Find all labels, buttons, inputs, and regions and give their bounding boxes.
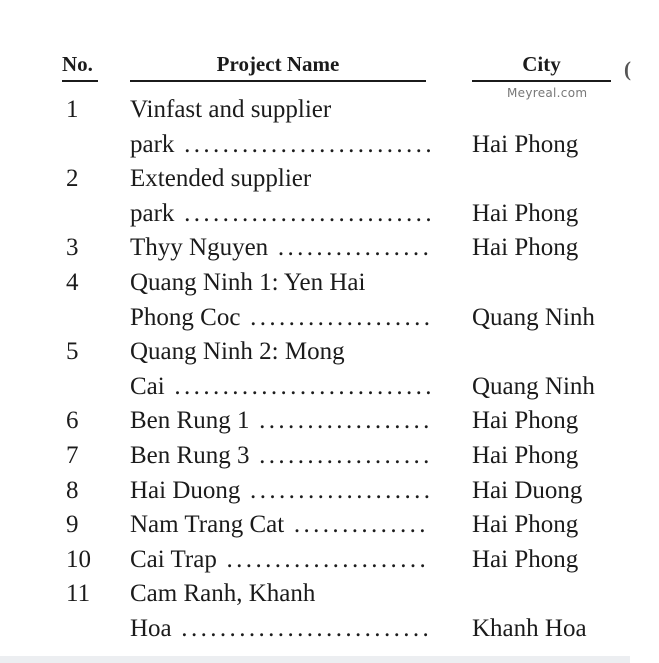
project-name: park .......................... <box>130 199 435 227</box>
city-cell: Khanh Hoa <box>472 614 587 642</box>
dot-leader: ..................... <box>216 545 430 573</box>
dot-leader: .................. <box>249 407 433 435</box>
table-row-line <box>0 162 659 197</box>
row-number: 9 <box>66 511 79 539</box>
row-number: 4 <box>66 268 79 296</box>
header-city: City <box>522 52 561 76</box>
city-cell: Hai Phong <box>472 407 579 435</box>
city-cell: Quang Ninh <box>472 372 595 400</box>
dot-leader: ................... <box>240 476 434 504</box>
city-cell: Hai Duong <box>472 476 583 504</box>
table-row-line <box>0 508 659 543</box>
city-cell: Hai Phong <box>472 234 579 262</box>
project-name: Hoa .......................... <box>130 614 433 642</box>
table-row-line <box>0 301 659 336</box>
project-name: Extended supplier <box>130 165 312 193</box>
project-name: Thyy Nguyen ................ <box>130 234 433 262</box>
project-name: Quang Ninh 1: Yen Hai <box>130 268 366 296</box>
dot-leader: .............. <box>284 511 429 539</box>
project-name: Cai ........................... <box>130 372 435 400</box>
table-row-line <box>0 197 659 232</box>
table-row-line <box>0 335 659 370</box>
city-cell: Hai Phong <box>472 545 579 573</box>
project-name: Vinfast and supplier <box>130 96 332 123</box>
header-rule-city <box>472 80 611 82</box>
dot-leader: ........................... <box>164 372 435 400</box>
table-row-line <box>0 612 659 647</box>
dot-leader: .......................... <box>174 199 435 227</box>
table-row-line <box>0 93 659 128</box>
row-number: 5 <box>66 338 79 366</box>
row-number: 3 <box>66 234 79 262</box>
project-name: Quang Ninh 2: Mong <box>130 338 345 366</box>
row-number: 2 <box>66 165 79 193</box>
city-cell: Hai Phong <box>472 441 579 469</box>
dot-leader: ................ <box>268 234 433 262</box>
table-row-line <box>0 543 659 578</box>
row-number: 10 <box>66 545 91 573</box>
cutoff-column-mark: ( <box>624 57 631 81</box>
header-rule-no <box>62 80 98 82</box>
table-row-line <box>0 577 659 612</box>
table-row-line <box>0 439 659 474</box>
row-number: 6 <box>66 407 79 435</box>
project-name: park .......................... <box>130 130 435 158</box>
table-row-line <box>0 128 659 163</box>
project-name: Nam Trang Cat .............. <box>130 511 429 539</box>
header-rule-name <box>130 80 426 82</box>
project-name: Ben Rung 3 .................. <box>130 441 433 469</box>
city-cell: Hai Phong <box>472 130 579 158</box>
row-number: 8 <box>66 476 79 504</box>
row-number: 7 <box>66 441 79 469</box>
dot-leader: .......................... <box>174 130 435 158</box>
row-number: 11 <box>66 580 91 608</box>
table-row-line <box>0 231 659 266</box>
table-body <box>0 93 659 647</box>
dot-leader: .................. <box>249 441 433 469</box>
project-name: Ben Rung 1 .................. <box>130 407 433 435</box>
table-row-line <box>0 474 659 509</box>
project-name: Cai Trap ..................... <box>130 545 430 573</box>
row-number: 1 <box>66 96 79 123</box>
table-row-line <box>0 404 659 439</box>
city-cell: Hai Phong <box>472 511 579 539</box>
city-cell: Hai Phong <box>472 199 579 227</box>
project-name: Cam Ranh, Khanh <box>130 580 316 608</box>
header-project-name: Project Name <box>216 52 340 76</box>
header-no: No. <box>62 52 93 76</box>
table-row-line <box>0 370 659 405</box>
dot-leader: ................... <box>240 303 434 331</box>
bottom-band <box>0 656 630 663</box>
city-cell: Quang Ninh <box>472 303 595 331</box>
table-row-line <box>0 266 659 301</box>
watermark: Meyreal.com <box>507 86 588 100</box>
project-name: Phong Coc ................... <box>130 303 434 331</box>
project-name: Hai Duong ................... <box>130 476 434 504</box>
dot-leader: .......................... <box>171 614 433 642</box>
